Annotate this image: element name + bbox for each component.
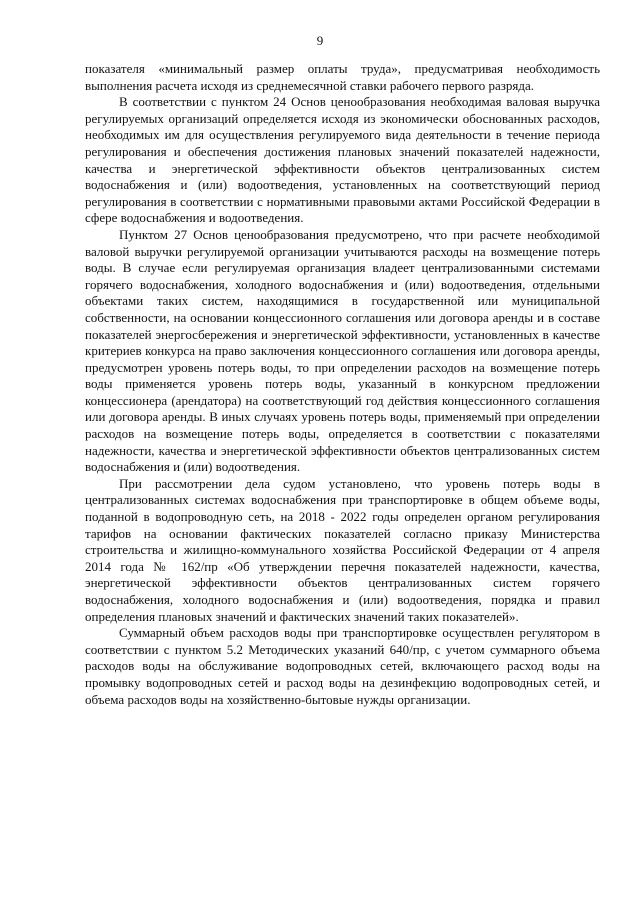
paragraph-2: В соответствии с пунктом 24 Основ ценообразования необходимая валовая выручка регулируемых организаций определяется исходя из экономически обоснованных расходов, необходимых им для осуществления регулируемого вида деятельности в течение периода регулирования и обеспечения достижения плановых значений показателей надежности, качества и энергетической эффективности объектов централизованных систем водоснабжения и (или) водоотведения, установленных на соответствующий период регулирования в соответствии с нормативными правовыми актами Российской Федерации в сфере водоснабжения и водоотведения. — [85, 94, 600, 226]
paragraph-5: Суммарный объем расходов воды при транспортировке осуществлен регулятором в соответствии с пунктом 5.2 Методических указаний 640/пр, с учетом суммарного объема расходов воды на обслуживание водопроводных сетей, включающего расход воды на промывку водопроводных сетей и расход воды на дезинфекцию водопроводных сетей, и объема расходов воды на хозяйственно-бытовые нужды организации. — [85, 625, 600, 707]
paragraph-4: При рассмотрении дела судом установлено, что уровень потерь воды в централизованных системах водоснабжения при транспортировке в общем объеме воды, поданной в водопроводную сеть, на 2018 - 2022 годы определен органом регулирования тарифов на основании фактических показателей согласно приказу Министерства строительства и жилищно-коммунального хозяйства Российской Федерации от 4 апреля 2014 года № 162/пр «Об утверждении перечня показателей надежности, качества, энергетической эффективности объектов централизованных систем горячего водоснабжения, холодного водоснабжения и (или) водоотведения, порядка и правил определения плановых значений и фактических значений таких показателей». — [85, 475, 600, 624]
page-number: 9 — [316, 33, 324, 48]
paragraph-3: Пунктом 27 Основ ценообразования предусмотрено, что при расчете необходимой валовой выручки регулируемой организации учитываются расходы на возмещение потерь воды. В случае если регулируемая организация владеет централизованными системами горячего водоснабжения, холодного водоснабжения и (или) водоотведения, отдельными объектами таких систем, находящимися в государственной или муниципальной собственности, на основании концессионного соглашения или договора аренды и в составе показателей энергосбережения и энергетической эффективности, установленных в качестве критериев конкурса на право заключения концессионного соглашения или договора аренды, предусмотрен уровень потерь воды, то при определении расходов на возмещение потерь воды применяется уровень потерь воды, указанный в конкурсном предложении концессионера (арендатора) на соответствующий год действия концессионного соглашения или договора аренды. В иных случаях уровень потерь воды, применяемый при определении расходов на возмещение потерь воды, определяется в соответствии с показателями надежности, качества и энергетической эффективности объектов централизованных систем водоснабжения и (или) водоотведения. — [85, 226, 600, 475]
document-body — [85, 61, 600, 708]
paragraph-1: показателя «минимальный размер оплаты труда», предусматривая необходимость выполнения расчета исходя из среднемесячной ставки рабочего первого разряда. — [85, 61, 600, 93]
